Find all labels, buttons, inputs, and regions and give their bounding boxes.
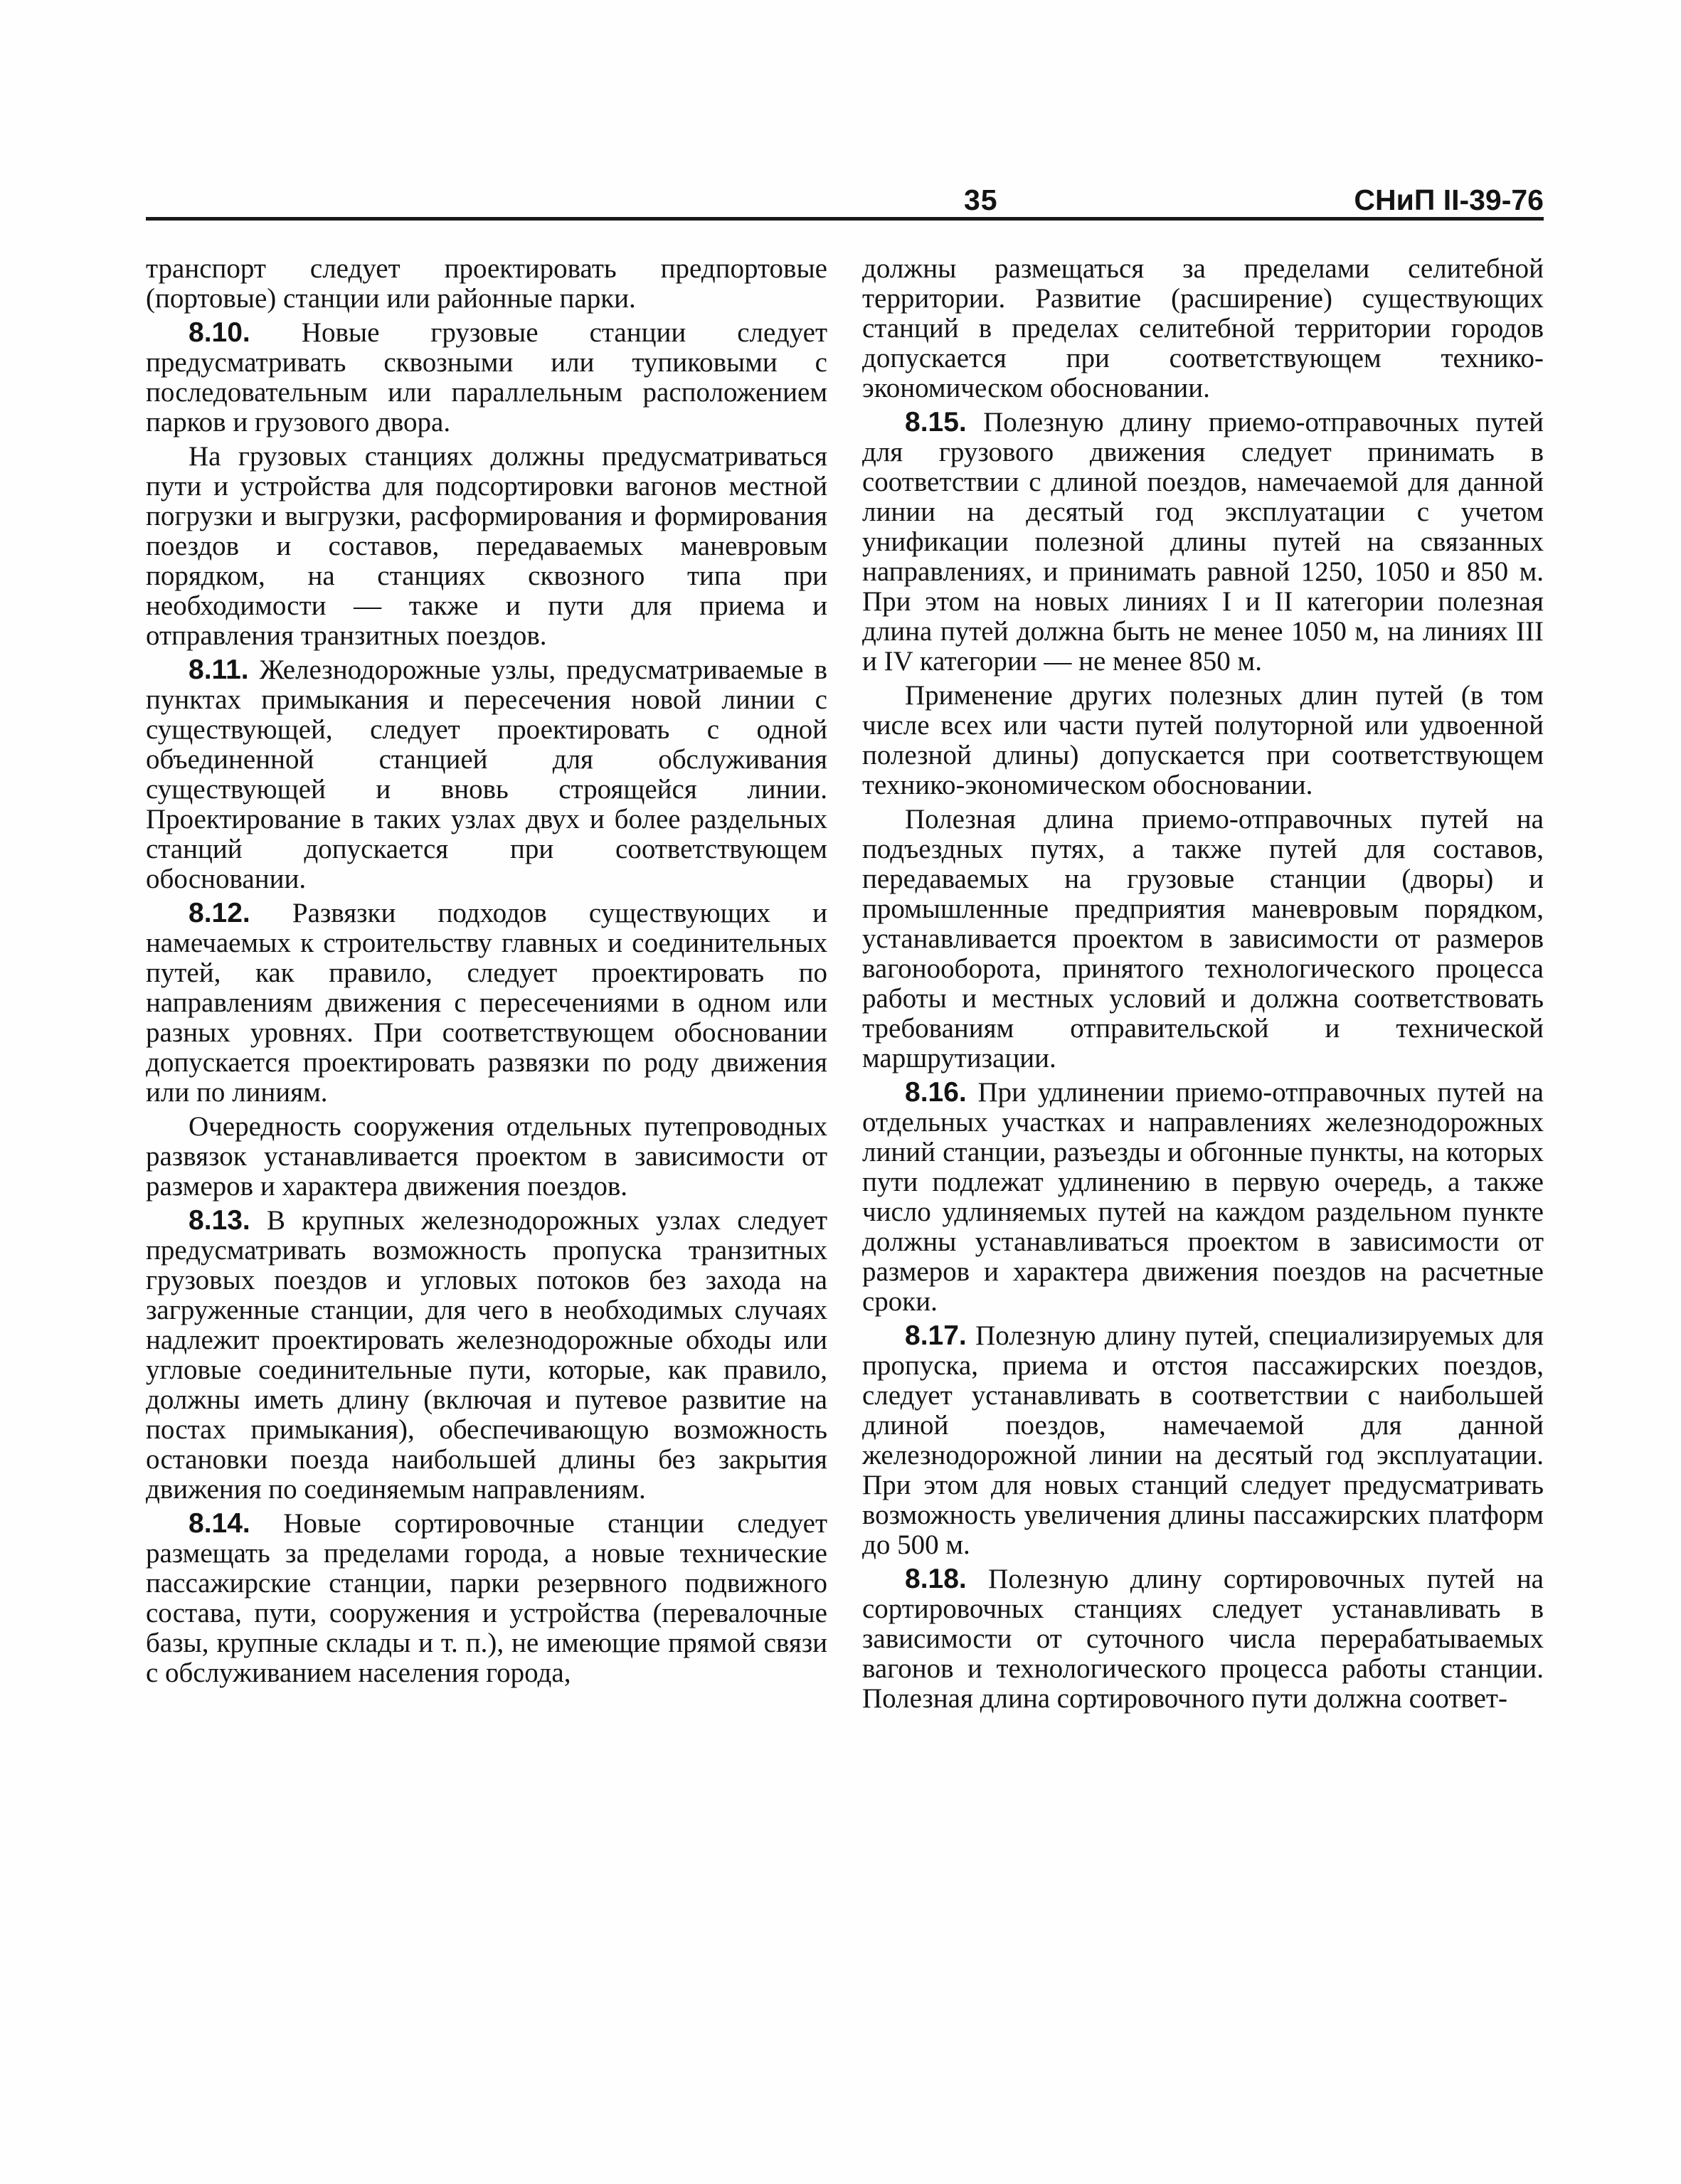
paragraph-text: Новые сортировочные станции следует размещать за пределами города, а новые технические пассажирские станции, парки резервного подвижного состава, пути, сооружения и устройства (перевалочные базы, крупные склады и т. п.), не имеющие прямой связи с обслуживанием населения города, (146, 1508, 827, 1688)
clause-number: 8.12. (189, 898, 250, 928)
paragraph-text: Полезную длину путей, специализируемых для пропуска, приема и отстоя пассажирских поездов, следует устанавливать в соответствии с наибольшей длиной поездов, намечаемой для данной железнодорожной линии на десятый год эксплуатации. При этом для новых станций следует предусматривать возможность увеличения длины пассажирских платформ до 500 м. (862, 1320, 1544, 1560)
paragraph-text: Полезная длина приемо-отправочных путей на подъездных путях, а также путей для составов, передаваемых на грузовые станции (дворы) и промышленные предприятия маневровым порядком, устанавливается проектом в зависимости от размеров вагонооборота, принятого технологического процесса работы и местных условий и должна соответствовать требованиям отправительской и технической маршрутизации. (862, 804, 1544, 1074)
paragraph-text: При удлинении приемо-отправочных путей на отдельных участках и направлениях железнодорожных линий станции, разъезды и обгонные пункты, на которых пути подлежат удлинению в первую очередь, а также число удлиняемых путей на каждом раздельном пункте должны устанавливаться проектом в зависимости от размеров и характера движения поездов на расчетные сроки. (862, 1077, 1544, 1317)
paragraph (862, 254, 1544, 403)
paragraph-text: Полезную длину сортировочных путей на сортировочных станциях следует устанавливать в зависимости от суточного числа перерабатываемых вагонов и технологического процесса работы станции. Полезная длина сортировочного пути должна соответ- (862, 1564, 1544, 1714)
clause-number: 8.18. (905, 1564, 967, 1594)
right-column (862, 254, 1544, 1718)
paragraph (862, 408, 1544, 677)
clause-number: 8.14. (189, 1508, 250, 1539)
paragraph-text: Развязки подходов существующих и намечаемых к строительству главных и соединительных путей, как правило, следует проектировать по направлениям движения с пересечениями в одном или разных уровнях. При соответствующем обосновании допускается проектировать развязки по роду движения или по линиям. (146, 898, 827, 1108)
clause-number: 8.17. (905, 1320, 967, 1351)
paragraph (146, 1112, 827, 1202)
paragraph (862, 681, 1544, 800)
paragraph (146, 655, 827, 894)
paragraph (146, 318, 827, 438)
document-code: СНиП II-39-76 (1354, 184, 1544, 216)
paragraph-text: должны размещаться за пределами селитебной территории. Развитие (расширение) существующих станций в пределах селитебной территории городов допускается при соответствующем технико-экономическом обосновании. (862, 253, 1544, 403)
paragraph (146, 1206, 827, 1505)
paragraph-text: Очередность сооружения отдельных путепроводных развязок устанавливается проектом в зависимости от размеров и характера движения поездов. (146, 1111, 827, 1202)
paragraph (862, 1564, 1544, 1714)
left-column (146, 254, 827, 1692)
header-rule (146, 217, 1544, 221)
clause-number: 8.10. (189, 317, 250, 348)
paragraph (862, 805, 1544, 1074)
paragraph (862, 1078, 1544, 1317)
page-number: 35 (964, 184, 998, 216)
paragraph-text: Новые грузовые станции следует предусматривать сквозными или тупиковыми с последовательным или параллельным расположением парков и грузового двора. (146, 317, 827, 438)
paragraph (146, 1509, 827, 1688)
clause-number: 8.11. (189, 654, 249, 685)
paragraph-text: транспорт следует проектировать предпортовые (портовые) станции или районные парки. (146, 253, 827, 314)
clause-number: 8.15. (905, 407, 967, 438)
page-header (146, 184, 1544, 218)
paragraph-text: Применение других полезных длин путей (в том числе всех или части путей полуторной или удвоенной полезной длины) допускается при соответствующем технико-экономическом обосновании. (862, 680, 1544, 800)
paragraph-text: Полезную длину приемо-отправочных путей для грузового движения следует принимать в соответствии с длиной поездов, намечаемой для данной линии на десятый год эксплуатации с учетом унификации полезной длины путей на связанных направлениях, и принимать равной 1250, 1050 и 850 м. При этом на новых линиях I и II категории полезная длина путей должна быть не менее 1050 м, на линиях III и IV категории — не менее 850 м. (862, 407, 1544, 677)
paragraph (146, 898, 827, 1108)
paragraph (862, 1321, 1544, 1560)
clause-number: 8.16. (905, 1077, 967, 1108)
paragraph-text: Железнодорожные узлы, предусматриваемые в пунктах примыкания и пересечения новой линии с существующей, следует проектировать с одной объединенной станцией для обслуживания существующей и вновь строящейся линии. Проектирование в таких узлах двух и более раздельных станций допускается при соответствующем обосновании. (146, 654, 828, 894)
paragraph-text: В крупных железнодорожных узлах следует предусматривать возможность пропуска транзитных грузовых поездов и угловых потоков без захода на загруженные станции, для чего в необходимых случаях надлежит проектировать железнодорожные обходы или угловые соединительные пути, которые, как правило, должны иметь длину (включая и путевое развитие на постах примыкания), обеспечивающую возможность остановки поезда наибольшей длины без закрытия движения по соединяемым направлениям. (146, 1205, 828, 1505)
paragraph-text: На грузовых станциях должны предусматриваться пути и устройства для подсортировки вагонов местной погрузки и выгрузки, расформирования и формирования поездов и составов, передаваемых маневровым порядком, на станциях сквозного типа при необходимости — также и пути для приема и отправления транзитных поездов. (146, 441, 827, 651)
paragraph (146, 442, 827, 651)
clause-number: 8.13. (189, 1205, 250, 1236)
paragraph (146, 254, 827, 314)
